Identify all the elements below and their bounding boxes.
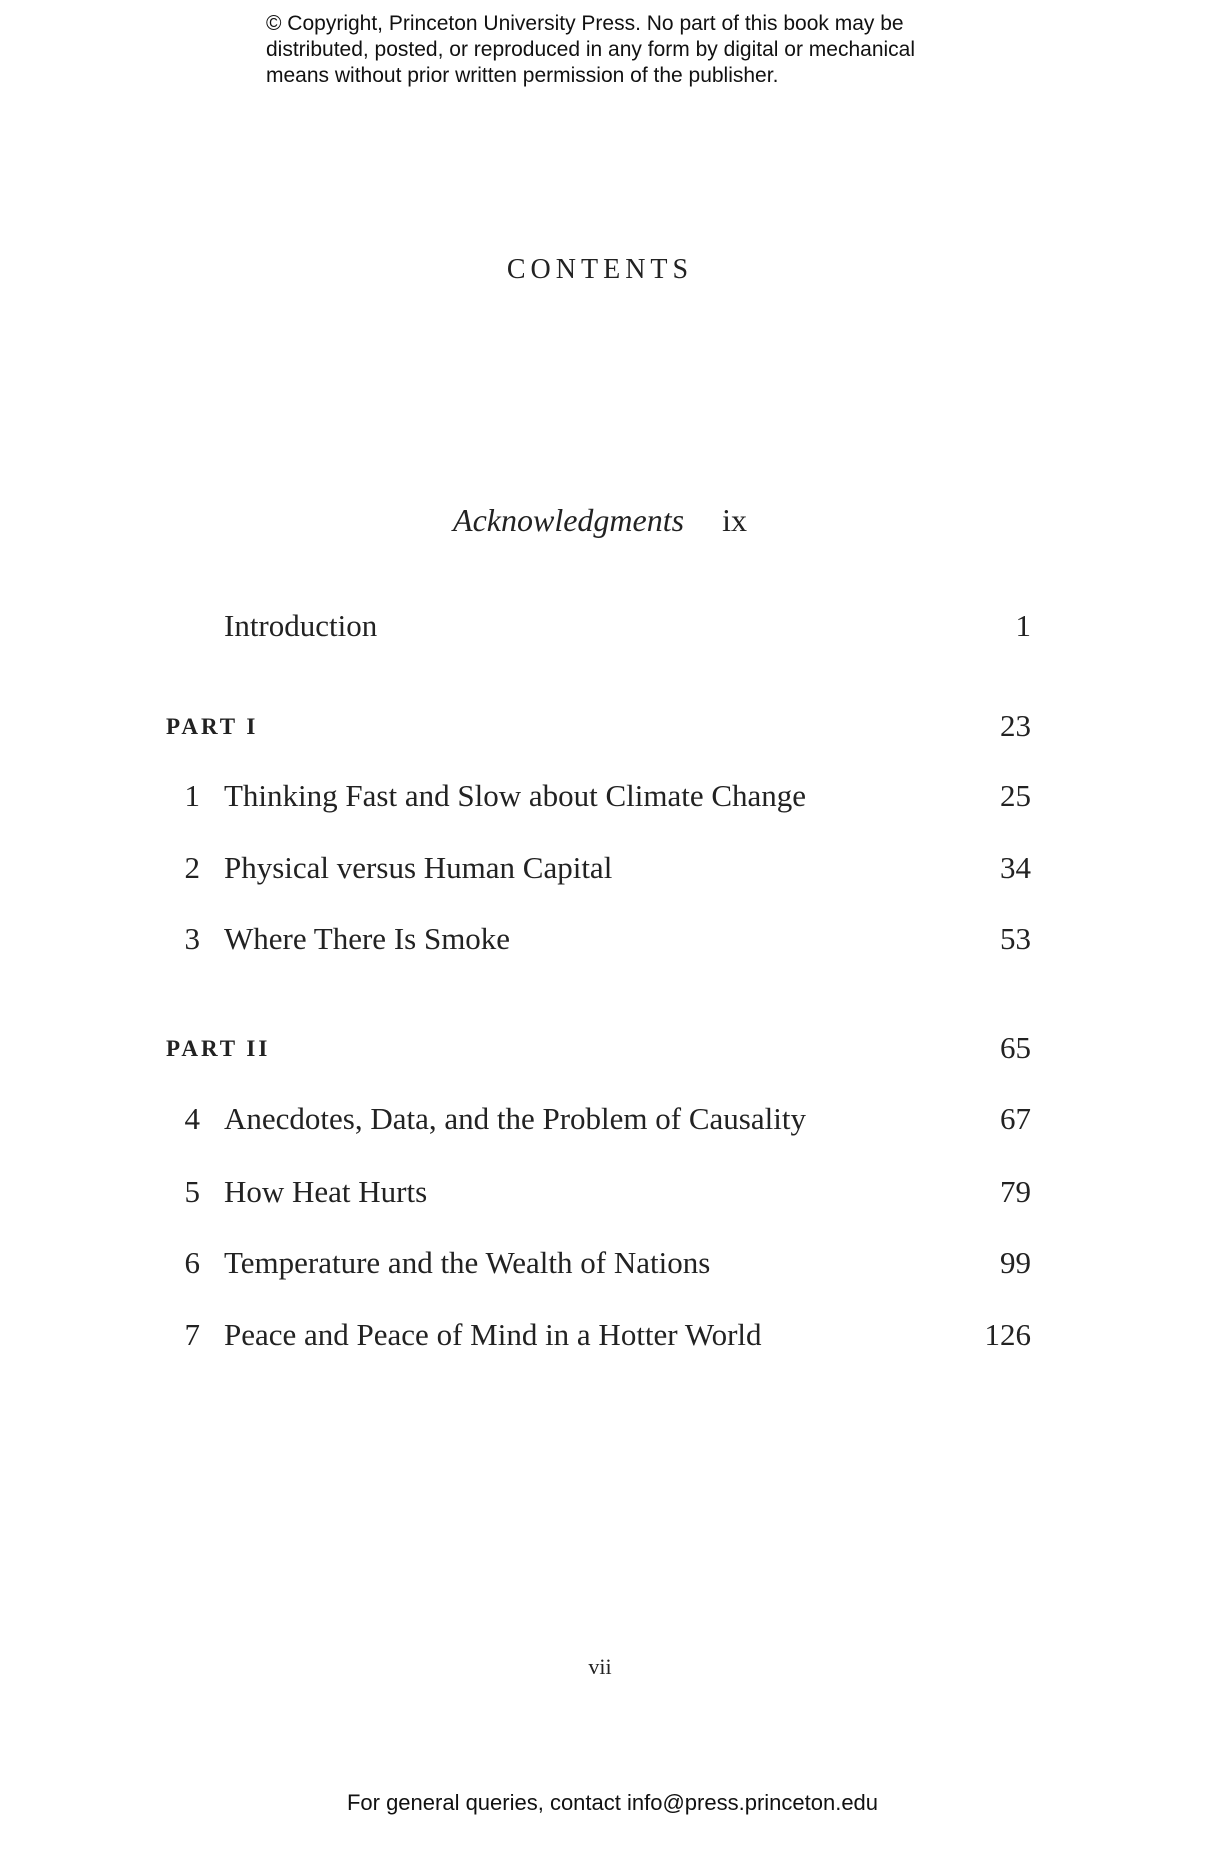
page-number: vii [588, 1654, 612, 1679]
toc-chapter [0, 921, 1225, 961]
toc-chapter [0, 1101, 1225, 1141]
chapter-page: 67 [1000, 1101, 1031, 1136]
chapter-number: 6 [184, 1245, 200, 1280]
toc-entry-title: Introduction [224, 608, 378, 643]
chapter-number: 7 [184, 1317, 200, 1352]
toc-introduction [0, 608, 1225, 648]
chapter-page: 79 [1000, 1174, 1031, 1209]
toc-entry-page: 1 [1015, 608, 1031, 643]
toc-acknowledgments [0, 502, 1200, 539]
chapter-title: Thinking Fast and Slow about Climate Change [224, 778, 807, 813]
chapter-number: 4 [184, 1101, 200, 1136]
copyright-line: distributed, posted, or reproduced in any form by digital or mechanical [266, 38, 916, 61]
chapter-title: How Heat Hurts [224, 1174, 428, 1209]
chapter-title: Anecdotes, Data, and the Problem of Causality [224, 1101, 806, 1136]
chapter-title: Physical versus Human Capital [224, 850, 613, 885]
page-title: CONTENTS [506, 254, 694, 285]
chapter-title: Temperature and the Wealth of Nations [224, 1245, 711, 1280]
copyright-notice [266, 11, 1026, 89]
chapter-page: 25 [1000, 778, 1031, 813]
chapter-title: Peace and Peace of Mind in a Hotter World [224, 1317, 762, 1352]
chapter-page: 34 [1000, 850, 1031, 885]
part-label: PART II [166, 1036, 271, 1061]
toc-chapter [0, 1174, 1225, 1214]
copyright-line: © Copyright, Princeton University Press. No part of this book may be [266, 12, 904, 35]
chapter-page: 99 [1000, 1245, 1031, 1280]
part-label: PART I [166, 714, 259, 739]
part-page: 65 [1000, 1030, 1031, 1065]
copyright-line: means without prior written permission of the publisher. [266, 64, 779, 87]
toc-chapter [0, 850, 1225, 890]
chapter-title: Where There Is Smoke [224, 921, 511, 956]
chapter-number: 2 [184, 850, 200, 885]
acknowledgments-label: Acknowledgments [453, 502, 685, 538]
chapter-page: 53 [1000, 921, 1031, 956]
chapter-number: 5 [184, 1174, 200, 1209]
toc-chapter [0, 1317, 1225, 1357]
footer-contact: For general queries, contact info@press.princeton.edu [346, 1790, 879, 1815]
toc-chapter [0, 1245, 1225, 1285]
chapter-page: 126 [984, 1317, 1031, 1352]
toc-part-1 [0, 708, 1225, 748]
chapter-number: 3 [184, 921, 200, 956]
chapter-number: 1 [184, 778, 200, 813]
toc-part-2 [0, 1030, 1225, 1070]
toc-chapter [0, 778, 1225, 818]
part-page: 23 [1000, 708, 1031, 743]
acknowledgments-page: ix [722, 502, 747, 538]
